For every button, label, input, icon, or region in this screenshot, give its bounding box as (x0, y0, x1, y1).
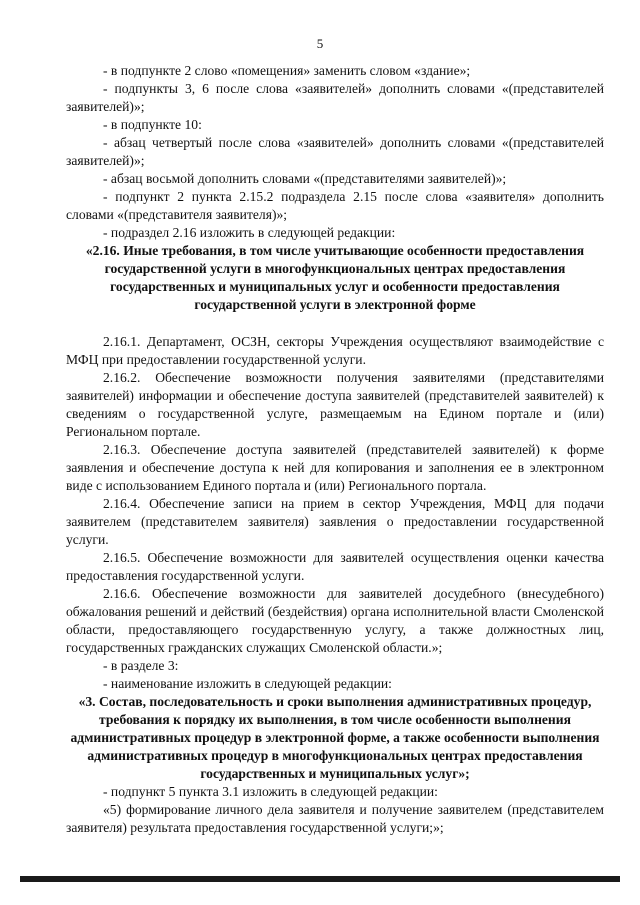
paragraph: 2.16.6. Обеспечение возможности для заявителей досудебного (внесудебного) обжалования решений и действий (бездействия) органа исполнительной власти Смоленской области, предоставляющего государственную услугу, а также должностных лиц, государственных гражданских служащих Смоленской области.»; (66, 586, 604, 655)
paragraph: 2.16.4. Обеспечение записи на прием в сектор Учреждения, МФЦ для подачи заявителем (представителем заявителя) заявления о предоставлении государственной услуги. (66, 496, 604, 547)
paragraph: - подпункт 2 пункта 2.15.2 подраздела 2.15 после слова «заявителя» дополнить словами «(представителя заявителя)»; (66, 189, 604, 222)
paragraph: - наименование изложить в следующей редакции: (103, 676, 392, 691)
paragraph: - абзац четвертый после слова «заявителей» дополнить словами «(представителей заявителей)»; (66, 135, 604, 168)
scan-edge-bar (20, 876, 620, 882)
section-2-16-title: «2.16. Иные требования, в том числе учитывающие особенности предоставления государственной услуги в многофункциональных центрах предоставления государственных и муниципальных услуг и особенности предоставления государственной услуги в электронной форме (85, 243, 585, 312)
spacer (66, 314, 604, 333)
paragraph: 2.16.2. Обеспечение возможности получения заявителями (представителями заявителей) информации и обеспечение доступа заявителей (представителей заявителей) к сведениям о государственной услуге, размещаемым на Едином портале и (или) Региональном портале. (66, 370, 604, 439)
paragraph: 2.16.5. Обеспечение возможности для заявителей осуществления оценки качества предоставления государственной услуги. (66, 550, 604, 583)
paragraph: 2.16.3. Обеспечение доступа заявителей (представителей заявителей) к форме заявления и обеспечение доступа к ней для копирования и заполнения ее в электронном виде с использованием Единого портала и (или) Регионального портала. (66, 442, 604, 493)
paragraph: - подпункты 3, 6 после слова «заявителей» дополнить словами «(представителей заявителей)»; (66, 81, 604, 114)
section-3-title: «3. Состав, последовательность и сроки выполнения административных процедур, требования к порядку их выполнения, в том числе особенности выполнения административных процедур в электронной форме, а также особенности выполнения административных процедур в многофункциональных центрах предоставления государственных и муниципальных услуг»; (70, 694, 600, 781)
paragraph: - абзац восьмой дополнить словами «(представителями заявителей)»; (103, 171, 507, 186)
paragraph: - в подпункте 2 слово «помещения» заменить словом «здание»; (103, 63, 471, 78)
paragraph: - подраздел 2.16 изложить в следующей редакции: (103, 225, 396, 240)
page-number: 5 (316, 36, 324, 51)
paragraph: «5) формирование личного дела заявителя и получение заявителем (представителем заявителя) результата предоставления государственной услуги;»; (66, 802, 604, 835)
paragraph: - в разделе 3: (103, 658, 179, 673)
paragraph: - в подпункте 10: (103, 117, 202, 132)
paragraph: - подпункт 5 пункта 3.1 изложить в следующей редакции: (103, 784, 438, 799)
paragraph: 2.16.1. Департамент, ОСЗН, секторы Учреждения осуществляют взаимодействие с МФЦ при предоставлении государственной услуги. (66, 334, 604, 367)
document-body (66, 62, 604, 837)
